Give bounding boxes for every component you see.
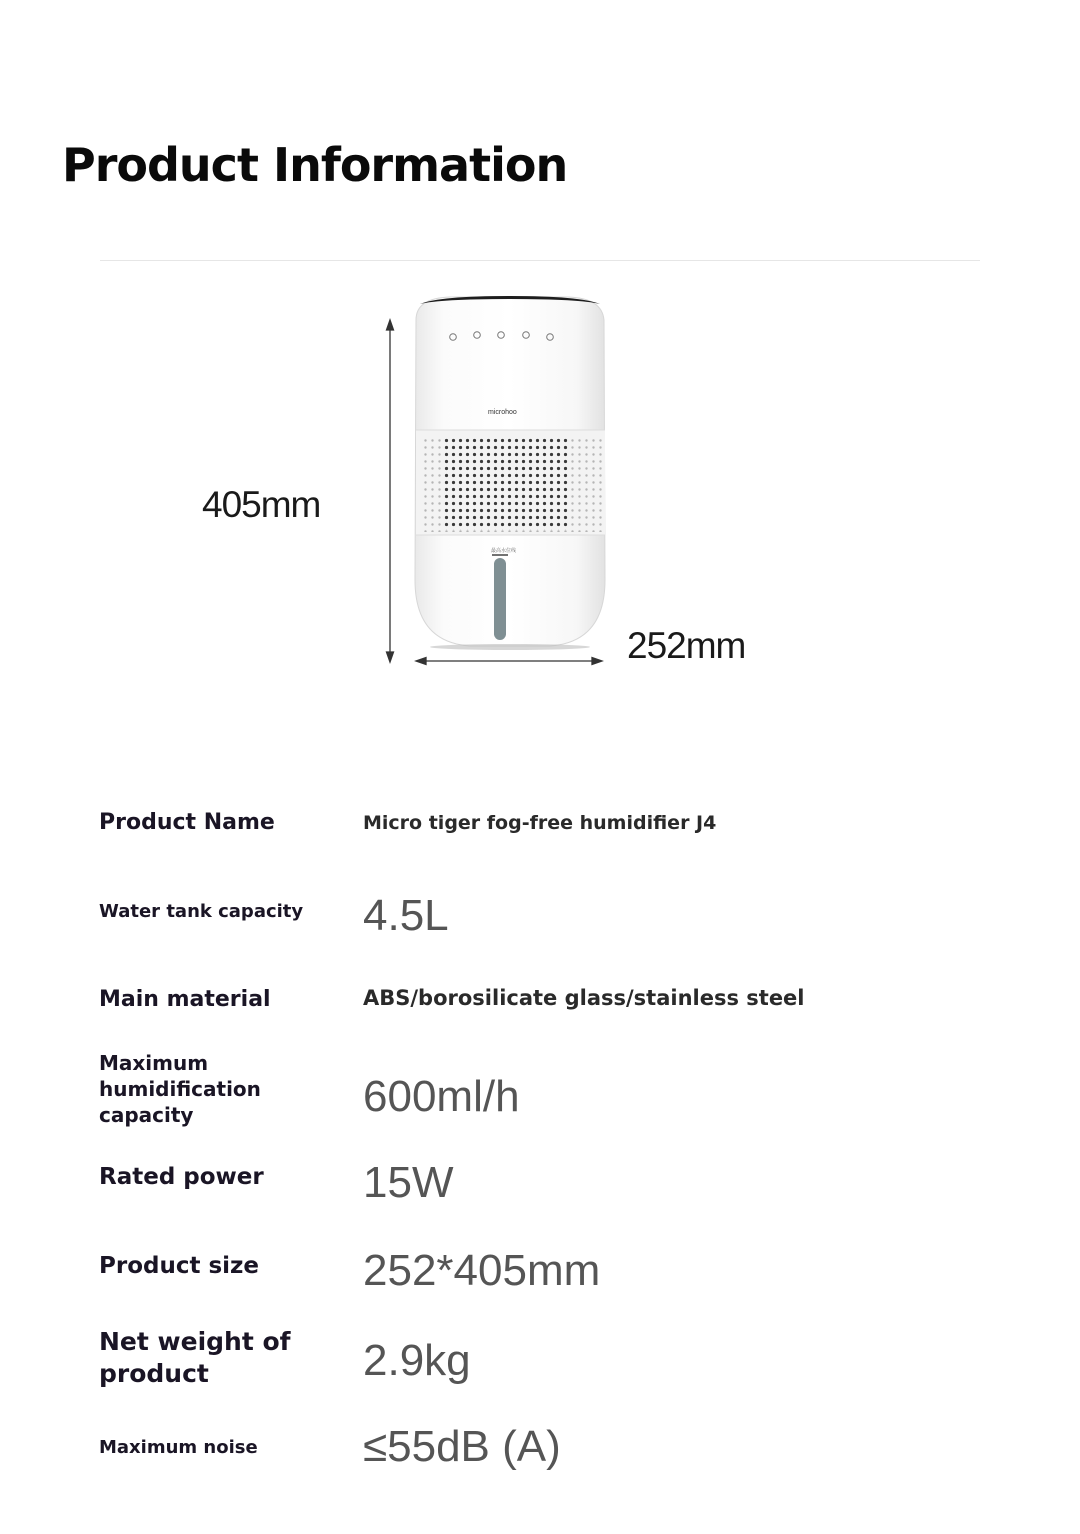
spec-label-main-material: Main material [99, 987, 271, 1012]
humidifier-image [380, 290, 620, 680]
spec-label-max-noise: Maximum noise [99, 1437, 258, 1458]
width-dimension-label: 252mm [627, 625, 746, 666]
spec-label-max-humidification: Maximum humidification capacity [99, 1051, 261, 1127]
spec-label-water-tank: Water tank capacity [99, 901, 304, 922]
spec-value-max-noise: ≤55dB (A) [363, 1422, 561, 1471]
spec-label-net-weight: Net weight of product [99, 1327, 291, 1388]
spec-value-max-humidification: 600ml/h [363, 1072, 520, 1121]
spec-value-product-size: 252*405mm [363, 1246, 601, 1295]
spec-value-water-tank: 4.5L [363, 891, 449, 940]
spec-value-product-name: Micro tiger fog-free humidifier J4 [363, 812, 717, 834]
height-dimension-label: 405mm [202, 484, 321, 525]
page-title: Product Information [62, 138, 568, 192]
spec-value-net-weight: 2.9kg [363, 1336, 471, 1385]
spec-value-main-material: ABS/borosilicate glass/stainless steel [363, 986, 805, 1010]
spec-label-product-size: Product size [99, 1253, 260, 1279]
spec-value-rated-power: 15W [363, 1158, 454, 1207]
brand-text: microhoo [488, 409, 517, 416]
spec-label-rated-power: Rated power [99, 1164, 264, 1190]
height-arrow [387, 320, 394, 662]
width-arrow [416, 658, 602, 665]
spec-label-product-name: Product Name [99, 810, 275, 835]
divider [100, 260, 980, 261]
svg-text:最高水位线: 最高水位线 [491, 548, 517, 554]
